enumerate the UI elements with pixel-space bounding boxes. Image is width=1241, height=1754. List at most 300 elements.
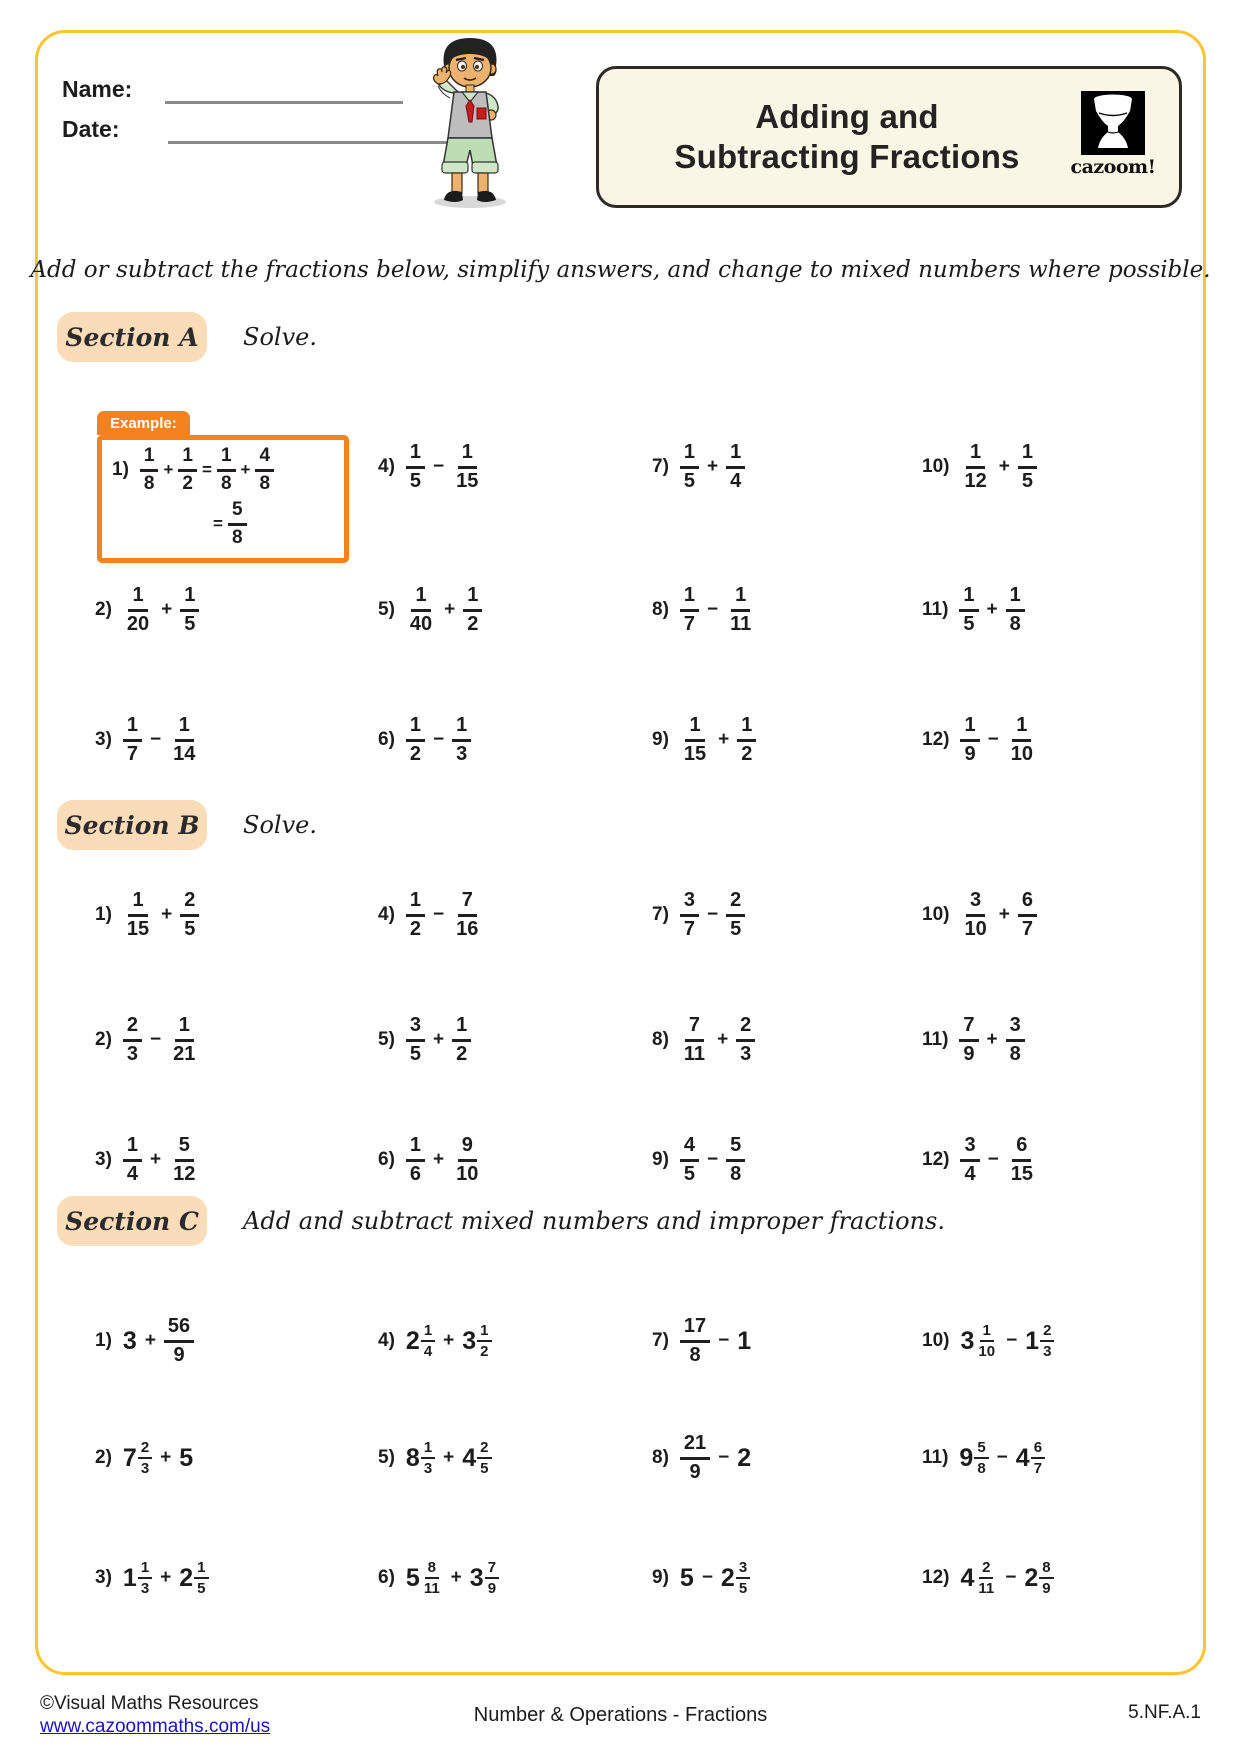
fraction (1007, 1134, 1037, 1186)
whole-part: 3 (462, 1326, 477, 1355)
problem-number: 7) (652, 456, 669, 477)
fraction (1040, 1322, 1054, 1361)
operator: − (1006, 1330, 1018, 1351)
fraction (680, 714, 710, 766)
problem-b-5 (378, 1010, 471, 1070)
mixed-number (406, 1322, 435, 1361)
numerator: 9 (458, 1134, 477, 1162)
numerator: 1 (726, 441, 745, 469)
numerator: 4 (680, 1134, 699, 1162)
fraction (726, 441, 745, 493)
numerator: 2 (1040, 1322, 1054, 1342)
denominator: 2 (182, 472, 193, 494)
mixed-number (179, 1559, 208, 1598)
operator: − (718, 1447, 730, 1468)
numerator: 21 (680, 1432, 710, 1460)
fraction (123, 1014, 142, 1066)
operator: − (707, 904, 719, 925)
problem-a-9 (652, 710, 756, 770)
problem-number: 7) (652, 1330, 669, 1351)
problem-number: 11) (922, 599, 949, 620)
numerator: 3 (966, 889, 985, 917)
operator: − (150, 729, 162, 750)
denominator: 3 (423, 1460, 433, 1477)
denominator: 3 (456, 742, 468, 765)
denominator: 7 (126, 742, 139, 765)
fraction (406, 441, 425, 493)
numerator: 1 (959, 584, 978, 612)
operator: + (998, 904, 1010, 925)
denominator: 7 (1033, 1460, 1043, 1477)
denominator: 2 (409, 917, 422, 940)
problem-number: 12) (922, 1149, 950, 1170)
numerator: 1 (960, 714, 979, 742)
denominator: 10 (964, 917, 987, 940)
fraction (140, 445, 159, 495)
fraction (1031, 1439, 1045, 1478)
denominator: 5 (730, 917, 742, 940)
denominator: 12 (173, 1162, 196, 1185)
fraction (726, 584, 755, 636)
operator: − (433, 904, 445, 925)
problem-number: 6) (378, 1149, 395, 1170)
numerator: 3 (960, 1134, 979, 1162)
mixed-number (123, 1559, 152, 1598)
whole-number: 3 (122, 1326, 137, 1355)
numerator: 1 (194, 1559, 208, 1579)
fraction (217, 445, 236, 495)
fraction (123, 1134, 142, 1186)
whole-part: 2 (1024, 1563, 1039, 1592)
operator: + (163, 460, 174, 479)
denominator: 14 (173, 742, 196, 765)
denominator: 3 (140, 1460, 150, 1477)
whole-part: 1 (122, 1563, 137, 1592)
problem-number: 3) (95, 1149, 112, 1170)
denominator: 11 (730, 612, 752, 635)
numerator: 5 (726, 1134, 745, 1162)
mixed-number (1024, 1559, 1053, 1598)
operator: − (150, 1029, 162, 1050)
fraction (406, 1134, 425, 1186)
section-b-instruction: Solve. (243, 811, 317, 839)
operator: = (213, 514, 223, 533)
problem-c-8 (652, 1428, 751, 1488)
fraction (960, 1134, 979, 1186)
numerator: 1 (175, 1014, 194, 1042)
fraction (421, 1439, 435, 1478)
operator: − (987, 729, 999, 750)
operator: + (717, 1029, 729, 1050)
fraction (406, 714, 425, 766)
whole-part: 2 (179, 1563, 194, 1592)
numerator: 1 (680, 441, 699, 469)
operator: − (707, 1149, 719, 1170)
mixed-number (406, 1559, 443, 1598)
denominator: 10 (1010, 742, 1033, 765)
fraction (123, 714, 142, 766)
denominator: 8 (231, 526, 243, 548)
problem-c-12 (922, 1548, 1054, 1608)
numerator: 2 (477, 1439, 491, 1459)
operator: − (987, 1149, 999, 1170)
problem-number: 12) (922, 729, 950, 750)
numerator: 1 (737, 714, 756, 742)
denominator: 4 (730, 469, 742, 492)
denominator: 11 (683, 1042, 706, 1065)
denominator: 5 (963, 612, 975, 635)
numerator: 2 (979, 1559, 993, 1579)
problem-number: 2) (95, 1447, 112, 1468)
problem-number: 2) (95, 1029, 112, 1050)
denominator: 9 (1042, 1580, 1051, 1597)
section-b-badge: Section B (57, 800, 207, 850)
whole-part: 2 (720, 1563, 735, 1592)
problem-number: 5) (378, 599, 395, 620)
mixed-number (462, 1439, 491, 1478)
numerator: 2 (123, 1014, 142, 1042)
numerator: 1 (421, 1439, 435, 1459)
denominator: 40 (409, 612, 433, 635)
whole-part: 9 (959, 1443, 974, 1472)
fraction (169, 714, 199, 766)
numerator: 1 (452, 714, 471, 742)
fraction (959, 1014, 978, 1066)
problem-number: 1) (95, 904, 112, 925)
operator: = (202, 460, 212, 479)
problem-c-6 (378, 1548, 499, 1608)
denominator: 10 (978, 1343, 996, 1360)
problem-c-5 (378, 1428, 492, 1488)
numerator: 2 (180, 889, 199, 917)
denominator: 9 (689, 1460, 701, 1483)
problem-b-2 (95, 1010, 199, 1070)
numerator: 1 (1006, 584, 1025, 612)
fraction (737, 714, 756, 766)
denominator: 2 (480, 1343, 489, 1360)
denominator: 15 (1010, 1162, 1033, 1185)
fraction (680, 1432, 710, 1484)
mixed-number (123, 1439, 152, 1478)
cazoom-logo-text: cazoom! (1070, 156, 1156, 178)
operator: + (433, 1029, 445, 1050)
numerator: 1 (406, 889, 425, 917)
problem-number: 4) (378, 456, 395, 477)
numerator: 7 (485, 1559, 499, 1579)
problem-a-5 (378, 580, 482, 640)
fraction (680, 1315, 710, 1367)
problem-number: 11) (922, 1029, 949, 1050)
denominator: 6 (409, 1162, 422, 1185)
fraction (123, 584, 153, 636)
fraction (463, 584, 482, 636)
problem-c-10 (922, 1311, 1054, 1371)
whole-part: 8 (405, 1443, 420, 1472)
numerator: 5 (228, 499, 247, 525)
fraction (180, 584, 199, 636)
footer-standard-code: 5.NF.A.1 (1128, 1702, 1201, 1723)
problem-b-6 (378, 1130, 482, 1190)
denominator: 7 (683, 917, 696, 940)
operator: − (433, 729, 445, 750)
denominator: 16 (456, 917, 479, 940)
fraction (960, 714, 979, 766)
numerator: 3 (1006, 1014, 1025, 1042)
numerator: 3 (406, 1014, 425, 1042)
problem-c-1 (95, 1311, 194, 1371)
title-line1: Adding and (755, 98, 939, 135)
problem-number: 5) (378, 1029, 395, 1050)
problem-number: 11) (922, 1447, 949, 1468)
fraction (452, 1014, 471, 1066)
footer-copyright: ©Visual Maths Resources (40, 1693, 259, 1714)
problem-a-8 (652, 580, 755, 640)
fraction (421, 1322, 435, 1361)
problem-a-2 (95, 580, 199, 640)
operator: − (707, 599, 719, 620)
problem-a-11 (922, 580, 1025, 640)
worksheet-title (627, 97, 1067, 178)
fraction (406, 584, 436, 636)
denominator: 5 (683, 1162, 696, 1185)
numerator: 1 (685, 714, 704, 742)
problem-b-4 (378, 885, 482, 945)
denominator: 8 (143, 472, 155, 494)
problem-number: 6) (378, 729, 395, 750)
problem-number: 9) (652, 1149, 669, 1170)
denominator: 4 (423, 1343, 433, 1360)
denominator: 8 (1009, 612, 1021, 635)
mixed-number (1025, 1322, 1054, 1361)
problem-b-7 (652, 885, 745, 945)
fraction (974, 1439, 988, 1478)
denominator: 4 (964, 1162, 976, 1185)
numerator: 1 (406, 441, 425, 469)
problem-number: 10) (922, 904, 950, 925)
mixed-number (721, 1559, 750, 1598)
whole-number: 2 (737, 1443, 752, 1472)
denominator: 8 (689, 1343, 701, 1366)
whole-part: 1 (1025, 1326, 1040, 1355)
fraction (485, 1559, 499, 1598)
fraction (1007, 714, 1037, 766)
problem-number: 12) (922, 1567, 950, 1588)
problem-number: 4) (378, 1330, 395, 1351)
problem-b-1 (95, 885, 199, 945)
denominator: 9 (487, 1580, 497, 1597)
operator: + (450, 1567, 462, 1588)
numerator: 1 (180, 584, 199, 612)
numerator: 1 (217, 445, 236, 471)
denominator: 8 (259, 472, 271, 494)
fraction (169, 1014, 199, 1066)
denominator: 5 (683, 469, 696, 492)
operator: + (161, 904, 173, 925)
numerator: 4 (255, 445, 274, 471)
problem-number: 7) (652, 904, 669, 925)
denominator: 5 (184, 917, 196, 940)
mixed-number (959, 1439, 988, 1478)
fraction (1018, 889, 1037, 941)
fraction (452, 1134, 482, 1186)
problem-b-10 (922, 885, 1037, 945)
denominator: 5 (1021, 469, 1033, 492)
numerator: 3 (680, 889, 699, 917)
fraction (421, 1559, 443, 1598)
whole-part: 3 (960, 1326, 975, 1355)
fraction (736, 1014, 755, 1066)
fraction (975, 1559, 997, 1598)
denominator: 8 (1009, 1042, 1021, 1065)
operator: − (701, 1567, 713, 1588)
footer-url-link[interactable]: www.cazoommaths.com/us (40, 1716, 271, 1737)
fraction (726, 1134, 745, 1186)
denominator: 15 (126, 917, 150, 940)
fraction (452, 714, 471, 766)
fraction (406, 1014, 425, 1066)
fraction (406, 889, 425, 941)
fraction (960, 441, 990, 493)
whole-number: 1 (737, 1326, 752, 1355)
example-box (97, 415, 349, 563)
numerator: 6 (1031, 1439, 1045, 1459)
numerator: 7 (458, 889, 477, 917)
title-box (596, 66, 1182, 208)
section-c-badge: Section C (57, 1196, 207, 1246)
numerator: 1 (178, 445, 197, 471)
cazoom-logo (1067, 91, 1159, 178)
fraction (1018, 441, 1037, 493)
problem-number: 8) (652, 1029, 669, 1050)
operator: + (240, 460, 251, 479)
problem-a-7 (652, 437, 745, 497)
denominator: 9 (173, 1343, 185, 1366)
denominator: 5 (409, 469, 422, 492)
title-line2: Subtracting Fractions (674, 138, 1020, 176)
problem-number: 5) (378, 1447, 395, 1468)
operator: + (444, 599, 456, 620)
denominator: 9 (964, 742, 976, 765)
worksheet-instruction: Add or subtract the fractions below, simplify answers, and change to mixed numbers where possible. (30, 257, 1211, 283)
numerator: 7 (959, 1014, 978, 1042)
fraction (228, 499, 247, 549)
denominator: 21 (173, 1042, 196, 1065)
fraction (680, 889, 699, 941)
numerator: 7 (685, 1014, 704, 1042)
mixed-number (462, 1322, 491, 1361)
problem-a-12 (922, 710, 1037, 770)
denominator: 12 (964, 469, 987, 492)
operator: + (150, 1149, 162, 1170)
denominator: 15 (456, 469, 479, 492)
denominator: 4 (126, 1162, 139, 1185)
denominator: 8 (220, 472, 232, 494)
whole-part: 4 (462, 1443, 477, 1472)
whole-part: 5 (405, 1563, 420, 1592)
cartoon-boy-svg (414, 36, 526, 211)
problem-number: 8) (652, 599, 669, 620)
fraction (164, 1315, 194, 1367)
section-a-instruction: Solve. (243, 323, 317, 351)
numerator: 1 (406, 714, 425, 742)
denominator: 8 (977, 1460, 986, 1477)
fraction (180, 889, 199, 941)
fraction (178, 445, 197, 495)
numerator: 6 (1012, 1134, 1031, 1162)
fraction (255, 445, 274, 495)
denominator: 3 (140, 1580, 150, 1597)
fraction (138, 1559, 152, 1598)
problem-number: 3) (95, 729, 112, 750)
section-c-instruction: Add and subtract mixed numbers and improper fractions. (243, 1207, 945, 1235)
numerator: 1 (140, 445, 159, 471)
problem-c-2 (95, 1428, 193, 1488)
mixed-number (470, 1559, 499, 1598)
numerator: 6 (1018, 889, 1037, 917)
name-label: Name: (62, 76, 133, 102)
operator: + (986, 599, 998, 620)
name-write-line (165, 101, 403, 104)
fraction (138, 1439, 152, 1478)
whole-number: 5 (679, 1563, 694, 1592)
example-line1 (112, 444, 336, 496)
problem-c-7 (652, 1311, 751, 1371)
problem-number: 1) (112, 459, 129, 480)
numerator: 1 (128, 584, 147, 612)
numerator: 1 (175, 714, 194, 742)
numerator: 1 (138, 1559, 152, 1579)
numerator: 1 (123, 714, 142, 742)
fraction (736, 1559, 750, 1598)
whole-number: 5 (179, 1443, 194, 1472)
numerator: 1 (421, 1322, 435, 1342)
example-line2 (208, 498, 336, 550)
problem-b-12 (922, 1130, 1037, 1190)
mixed-number (960, 1559, 997, 1598)
denominator: 3 (740, 1042, 752, 1065)
numerator: 1 (680, 584, 699, 612)
whole-part: 4 (960, 1563, 975, 1592)
denominator: 10 (456, 1162, 479, 1185)
denominator: 5 (409, 1042, 422, 1065)
section-a-badge: Section A (57, 312, 207, 362)
problem-c-11 (922, 1428, 1045, 1488)
operator: + (161, 599, 173, 620)
problem-c-4 (378, 1311, 492, 1371)
operator: + (144, 1330, 156, 1351)
denominator: 15 (683, 742, 707, 765)
footer-topic: Number & Operations - Fractions (473, 1704, 768, 1726)
problem-number: 9) (652, 1567, 669, 1588)
numerator: 1 (966, 441, 985, 469)
numerator: 5 (974, 1439, 988, 1459)
fraction (975, 1322, 998, 1361)
numerator: 3 (736, 1559, 750, 1579)
fraction (452, 889, 482, 941)
denominator: 5 (738, 1580, 748, 1597)
problem-b-9 (652, 1130, 745, 1190)
numerator: 1 (452, 1014, 471, 1042)
fraction (726, 889, 745, 941)
djembe-drum-icon (1081, 91, 1145, 155)
numerator: 1 (406, 1134, 425, 1162)
problem-b-11 (922, 1010, 1025, 1070)
problem-number: 6) (378, 1567, 395, 1588)
mixed-number (406, 1439, 435, 1478)
numerator: 1 (477, 1322, 491, 1342)
fraction (680, 1134, 699, 1186)
mixed-number (960, 1322, 998, 1361)
